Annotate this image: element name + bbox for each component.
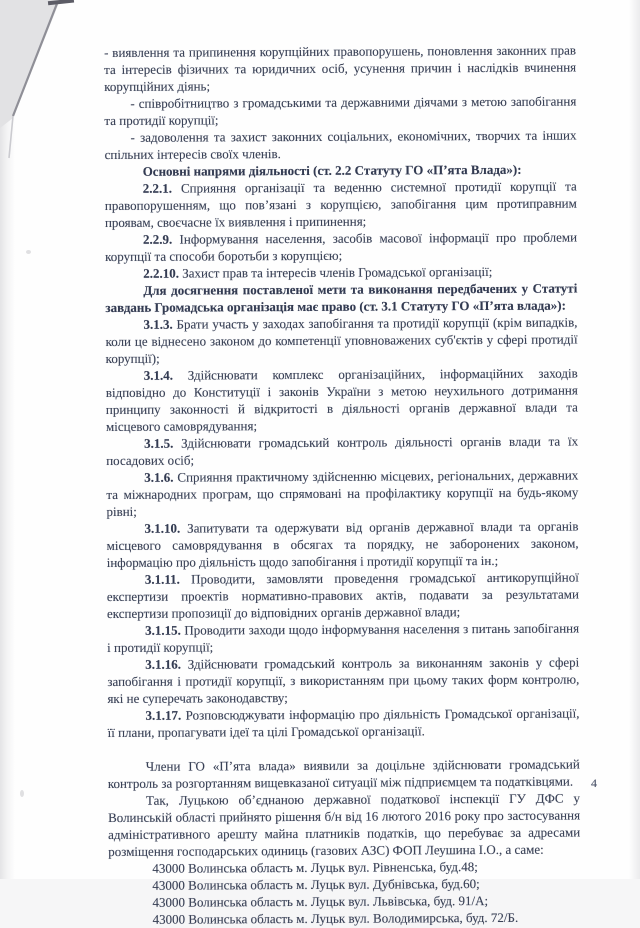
paragraph-3.1.4: 3.1.4. Здійснювати комплекс організаційних, інформаційних заходів відповідно до Конституції і законів України з метою неухильного дотримання принципу законності й відкритості в діяльності органів державної влади та місцевого самоврядування; xyxy=(105,365,578,434)
paragraph-3.1.3: 3.1.3. Брати участь у заходах запобігання та протидії корупції (крім випадків, коли це віднесено законом до компетенції уповноважених суб'єктів у сфері протидії корупції); xyxy=(105,314,578,366)
item-number: 3.1.5. xyxy=(144,435,182,451)
item-number: 3.1.4. xyxy=(143,367,188,383)
paragraph-3: Основні напрями діяльності (ст. 2.2 Статуту ГО «П’ята Влада»): xyxy=(142,161,522,179)
paragraph-2.2.1: 2.2.1. Сприяння організації та веденню системної протидії корупції та правопорушенням, що пов’язані з корупцією, запобігання цим протиправним проявам, своєчасне їх виявлення і припинення; xyxy=(104,178,577,230)
item-number: 2.2.9. xyxy=(142,231,180,247)
item-number: 2.2.10. xyxy=(143,265,183,281)
paragraph-2.2.9: 2.2.9. Інформування населення, засобів масової інформації про проблеми корупції та способи боротьби з корупцією; xyxy=(105,229,578,264)
item-number: 3.1.11. xyxy=(144,571,192,587)
item-number: 3.1.16. xyxy=(145,656,188,672)
item-number: 3.1.15. xyxy=(145,622,185,638)
page-number: 4 xyxy=(591,776,597,790)
scan-speck xyxy=(26,250,31,254)
document-body xyxy=(104,42,581,928)
item-number: 3.1.3. xyxy=(143,316,177,332)
scan-speck xyxy=(20,790,24,797)
paragraph-19: 43000 Волинська область м. Луцьк вул. Рівненська, буд.48; xyxy=(152,859,478,876)
paragraph-2: - задоволення та захист законних соціальних, економічних, творчих та інших спільних інтересів своїх членів. xyxy=(104,127,577,162)
paragraph-20: 43000 Волинська область м. Луцьк вул. Дубнівська, буд.60; xyxy=(152,876,480,893)
paragraph-3.1.16: 3.1.16. Здійснювати громадський контроль за виконанням законів у сфері запобігання і протидії корупції, з використанням при цьому таких форм контролю, які не суперечать законодавству; xyxy=(107,654,580,706)
paragraph-3.1.5: 3.1.5. Здійснювати громадський контроль діяльності органів влади та їх посадових осіб; xyxy=(106,433,579,468)
paragraph-22: 43000 Волинська область м. Луцьк вул. Володимирська, буд. 72/Б. xyxy=(152,909,519,927)
scan-right-edge-shadow xyxy=(628,0,640,879)
paragraph-2.2.10: 2.2.10. Захист прав та інтересів членів Громадської організації; xyxy=(143,263,493,281)
paragraph-3.1.17: 3.1.17. Розповсюджувати інформацію про діяльність Громадської організації, її плани, пропагувати ідеї та цілі Громадської організації. xyxy=(107,705,580,740)
paragraph-21: 43000 Волинська область м. Луцьк вул. Львівська, буд. 91/А; xyxy=(152,893,489,910)
paragraph-3.1.11: 3.1.11. Проводити, замовляти проведення громадської антикорупційної експертизи проектів нормативно-правових актів, подавати за результатами експертизи пропозиції до відповідних органів державної влади; xyxy=(106,569,579,621)
item-number: 2.2.1. xyxy=(142,180,181,196)
paragraph-3.1.10: 3.1.10. Запитувати та одержувати від органів державної влади та органів місцевого самоврядування в обсягах та порядку, не заборонених законом, інформацію про діяльність щодо запобігання і протидії корупції та ін.; xyxy=(106,518,579,570)
paragraph-3.1.15: 3.1.15. Проводити заходи щодо інформування населення з питань запобігання і протидії корупції; xyxy=(107,620,580,655)
paragraph-7: Для досягнення поставленої мети та виконання передбачених у Статуті завдань Громадська організація має право (ст. 3.1 Статуту ГО «П’ята влада»): xyxy=(105,280,578,315)
paragraph-18: Так, Луцькою об’єднаною державної податкової інспекції ГУ ДФС у Волинській області прийнято рішення б/н від 16 лютого 2016 року про застосування адміністративного арешту майна платників податків, що перебуває за адресами розміщення господарських одиниць (газових АЗС) ФОП Леушина І.О., а саме: xyxy=(108,790,581,859)
item-number: 3.1.17. xyxy=(145,707,186,723)
paragraph-1: - співробітництво з громадськими та державними діячами з метою запобігання та протидії корупції; xyxy=(104,93,577,128)
page-corner-fold xyxy=(0,0,95,160)
paragraph-0: - виявлення та припинення корупційних правопорушень, поновлення законних прав та інтересів фізичних та юридичних осіб, усунення причин і наслідків вчинення корупційних діянь; xyxy=(104,42,577,94)
item-number: 3.1.6. xyxy=(144,469,178,485)
paragraph-17: Члени ГО «П’ята влада» виявили за доцільне здійснювати громадський контроль за розгортанням вищевказаної ситуації між підприємцем та податківцями. xyxy=(107,756,580,791)
paragraph-3.1.6: 3.1.6. Сприяння практичному здійсненню місцевих, регіональних, державних та міжнародних програм, що спрямовані на профілактику корупції на будь-якому рівні; xyxy=(106,467,579,519)
item-number: 3.1.10. xyxy=(144,520,188,536)
